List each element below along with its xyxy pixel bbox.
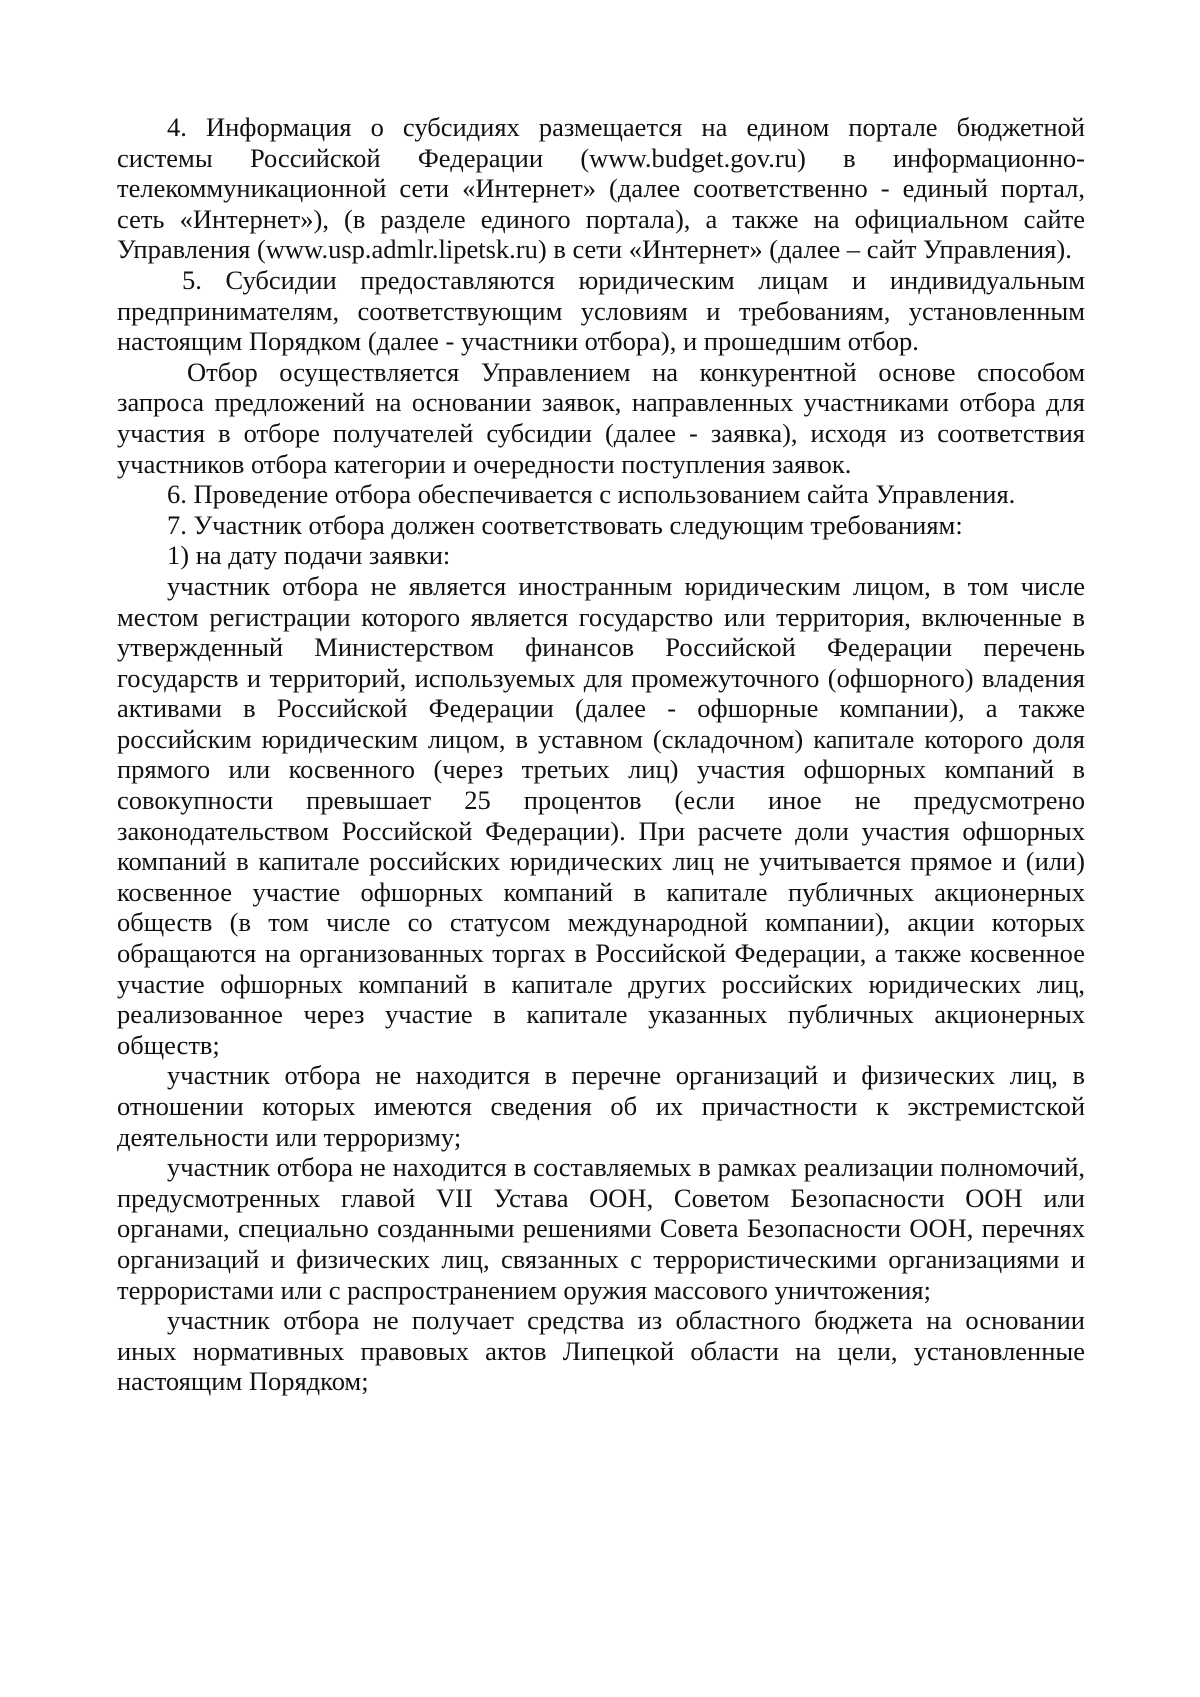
- paragraph-regional-budget-requirement: участник отбора не получает средства из областного бюджета на основании иных нормативных правовых актов Липецкой области на цели, установленные настоящим Порядком;: [117, 1305, 1085, 1397]
- paragraph-offshore-requirement: участник отбора не является иностранным юридическим лицом, в том числе местом регистрации которого является государство или территория, включенные в утвержденный Министерством финансов Российской Федерации перечень государств и территорий, используемых для промежуточного (офшорного) владения активами в Российской Федерации (далее - офшорные компании), а также российским юридическим лицом, в уставном (складочном) капитале которого доля прямого или косвенного (через третьих лиц) участия офшорных компаний в совокупности превышает 25 процентов (если иное не предусмотрено законодательством Российской Федерации). При расчете доли участия офшорных компаний в капитале российских юридических лиц не учитывается прямое и (или) косвенное участие офшорных компаний в капитале публичных акционерных обществ (в том числе со статусом международной компании), акции которых обращаются на организованных торгах в Российской Федерации, а также косвенное участие офшорных компаний в капитале других российских юридических лиц, реализованное через участие в капитале указанных публичных акционерных обществ;: [117, 570, 1085, 1060]
- paragraph-un-lists-requirement: участник отбора не находится в составляемых в рамках реализации полномочий, предусмотренных главой VII Устава ООН, Советом Безопасности ООН или органами, специально созданными решениями Совета Безопасности ООН, перечнях организаций и физических лиц, связанных с террористическими организациями и террористами или с распространением оружия массового уничтожения;: [117, 1152, 1085, 1305]
- paragraph-selection-method: Отбор осуществляется Управлением на конкурентной основе способом запроса предложений на основании заявок, направленных участниками отбора для участия в отборе получателей субсидии (далее - заявка), исходя из соответствия участников отбора категории и очередности поступления заявок.: [117, 356, 1085, 479]
- paragraph-item-7-requirements: 7. Участник отбора должен соответствовать следующим требованиям:: [167, 509, 963, 540]
- paragraph-extremism-requirement: участник отбора не находится в перечне организаций и физических лиц, в отношении которых имеются сведения об их причастности к экстремистской деятельности или терроризму;: [117, 1060, 1085, 1152]
- paragraph-item-6-selection-site: 6. Проведение отбора обеспечивается с использованием сайта Управления.: [167, 479, 1016, 510]
- paragraph-item-4-info-portal: 4. Информация о субсидиях размещается на едином портале бюджетной системы Российской Федерации (www.budget.gov.ru) в информационно-телекоммуникационной сети «Интернет» (далее соответственно - единый портал, сеть «Интернет»), (в разделе единого портала), а также на официальном сайте Управления (www.usp.admlr.lipetsk.ru) в сети «Интернет» (далее – сайт Управления).: [117, 112, 1085, 265]
- document-page: [117, 112, 1085, 1397]
- paragraph-subitem-1-application-date: 1) на дату подачи заявки:: [167, 540, 451, 571]
- paragraph-item-5-subsidies: 5. Субсидии предоставляются юридическим лицам и индивидуальным предпринимателям, соответствующим условиям и требованиям, установленным настоящим Порядком (далее - участники отбора), и прошедшим отбор.: [117, 264, 1085, 357]
